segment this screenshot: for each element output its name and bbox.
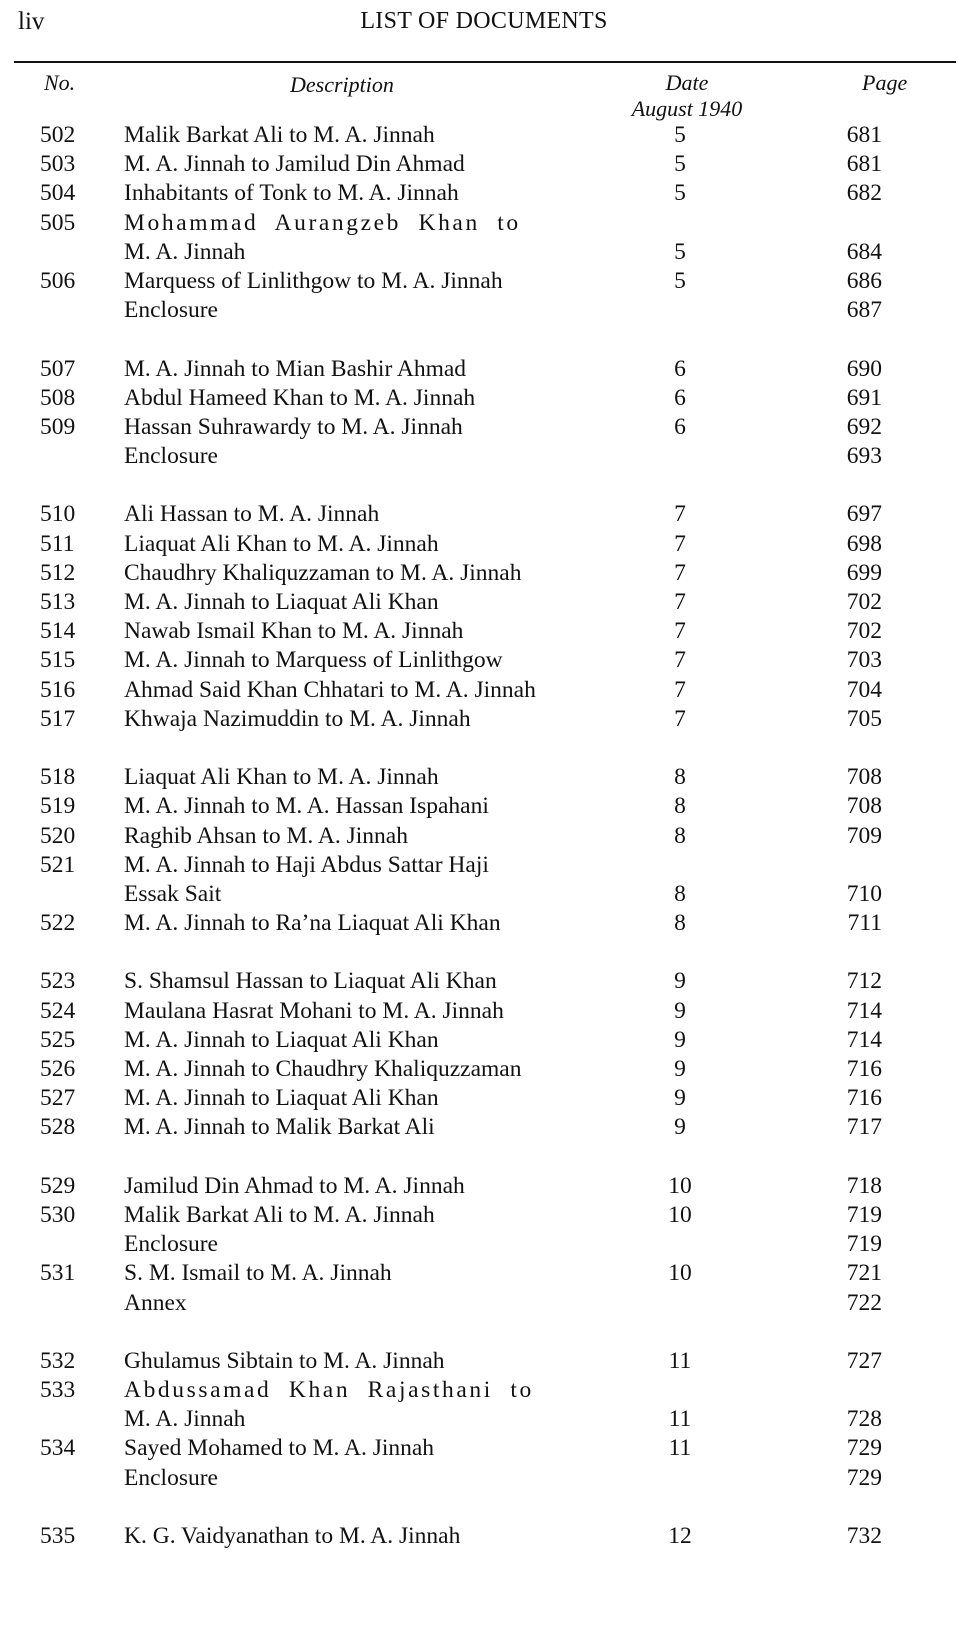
table-row [0, 763, 968, 792]
table-row [0, 413, 968, 442]
row-page: 722 [846, 1289, 882, 1316]
row-description: Maulana Hasrat Mohani to M. A. Jinnah [124, 997, 504, 1024]
table-row [0, 442, 968, 471]
row-page: 686 [846, 267, 882, 294]
table-row [0, 734, 968, 763]
table-row [0, 1405, 968, 1434]
table-row [0, 1434, 968, 1463]
row-description: M. A. Jinnah [124, 1406, 246, 1433]
row-number: 516 [40, 676, 76, 703]
row-page: 691 [846, 384, 882, 411]
column-header-no: No. [44, 70, 76, 95]
table-row [0, 150, 968, 179]
row-page: 681 [846, 151, 882, 178]
row-description: Raghib Ahsan to M. A. Jinnah [124, 822, 408, 849]
table-row [0, 471, 968, 500]
table-row [0, 1259, 968, 1288]
row-number: 531 [40, 1260, 76, 1287]
table-row [0, 384, 968, 413]
row-number: 508 [40, 384, 76, 411]
row-description: M. A. Jinnah to M. A. Hassan Ispahani [124, 793, 489, 820]
row-page: 708 [846, 764, 882, 791]
table-row [0, 1055, 968, 1084]
row-number: 505 [40, 209, 76, 236]
row-description: Enclosure [124, 297, 218, 324]
row-page: 716 [846, 1056, 882, 1082]
row-description: Malik Barkat Ali to M. A. Jinnah [124, 122, 435, 148]
column-header-date [612, 70, 762, 122]
row-date: 7 [674, 705, 686, 732]
table-row [0, 1493, 968, 1522]
row-description: Liaquat Ali Khan to M. A. Jinnah [124, 530, 439, 557]
row-date: 5 [674, 267, 686, 294]
column-header-page: Page [862, 70, 908, 95]
row-description: Marquess of Linlithgow to M. A. Jinnah [124, 267, 503, 294]
row-description: M. A. Jinnah to Chaudhry Khaliquzzaman [124, 1056, 522, 1082]
row-date: 7 [674, 618, 686, 645]
row-description: Enclosure [124, 1464, 218, 1491]
row-date: 7 [674, 559, 686, 586]
table-row [0, 997, 968, 1026]
row-date: 7 [674, 530, 686, 557]
row-description: M. A. Jinnah to Liaquat Ali Khan [124, 589, 439, 615]
row-number: 524 [40, 997, 76, 1024]
row-page: 690 [846, 355, 882, 382]
row-page: 709 [846, 822, 882, 849]
row-number: 528 [40, 1114, 76, 1141]
row-date: 10 [668, 1172, 692, 1199]
row-date: 7 [674, 589, 686, 615]
row-number: 503 [40, 151, 76, 178]
table-row [0, 1347, 968, 1376]
row-page: 711 [847, 910, 882, 937]
table-row [0, 1172, 968, 1201]
table-row [0, 851, 968, 880]
row-page: 729 [846, 1464, 882, 1491]
table-row [0, 530, 968, 559]
column-header-date-label: Date [665, 70, 709, 95]
row-page: 693 [846, 443, 882, 470]
row-description: M. A. Jinnah to Marquess of Linlithgow [124, 647, 503, 674]
row-page: 703 [846, 647, 882, 674]
row-page: 698 [846, 530, 882, 557]
row-date: 9 [674, 1056, 686, 1082]
row-date: 9 [674, 1085, 686, 1112]
row-date: 7 [674, 647, 686, 674]
table-row [0, 1026, 968, 1055]
row-description: Malik Barkat Ali to M. A. Jinnah [124, 1201, 435, 1228]
row-description: Khwaja Nazimuddin to M. A. Jinnah [124, 705, 471, 732]
row-page: 718 [846, 1172, 882, 1199]
table-row [0, 267, 968, 296]
row-description: S. M. Ismail to M. A. Jinnah [124, 1260, 392, 1287]
row-description: Annex [124, 1289, 187, 1316]
row-number: 511 [40, 530, 75, 557]
row-description: Essak Sait [124, 880, 222, 907]
document-list [0, 121, 968, 1551]
row-date: 8 [674, 880, 686, 907]
table-row [0, 705, 968, 734]
table-row [0, 880, 968, 909]
table-row [0, 559, 968, 588]
column-header-date-month: August 1940 [631, 96, 743, 121]
row-page: 687 [846, 297, 882, 324]
row-number: 532 [40, 1347, 76, 1374]
row-number: 517 [40, 705, 76, 732]
column-header-description: Description [290, 72, 394, 97]
row-number: 533 [40, 1377, 76, 1404]
row-page: 728 [846, 1406, 882, 1433]
row-number: 527 [40, 1085, 76, 1112]
row-number: 519 [40, 793, 76, 820]
row-date: 8 [674, 764, 686, 791]
row-number: 518 [40, 764, 76, 791]
row-description: Sayed Mohamed to M. A. Jinnah [124, 1435, 435, 1462]
table-row [0, 676, 968, 705]
row-description: M. A. Jinnah to Jamilud Din Ahmad [124, 151, 465, 178]
table-row [0, 1522, 968, 1551]
table-row [0, 588, 968, 617]
row-page: 692 [846, 413, 882, 440]
table-row [0, 1376, 968, 1405]
row-description: Abdussamad Khan Rajasthani to [124, 1377, 534, 1404]
row-date: 11 [668, 1406, 692, 1433]
row-page: 681 [846, 122, 882, 148]
row-description: Ali Hassan to M. A. Jinnah [124, 501, 380, 528]
row-date: 8 [674, 822, 686, 849]
table-row [0, 617, 968, 646]
row-number: 520 [40, 822, 76, 849]
row-description: M. A. Jinnah to Haji Abdus Sattar Haji [124, 851, 489, 878]
row-number: 521 [40, 851, 76, 878]
table-row [0, 355, 968, 384]
row-description: M. A. Jinnah to Mian Bashir Ahmad [124, 355, 467, 382]
row-date: 5 [674, 238, 686, 265]
row-page: 708 [846, 793, 882, 820]
row-page: 719 [846, 1231, 882, 1258]
page-title: LIST OF DOCUMENTS [360, 8, 608, 34]
row-number: 513 [40, 589, 76, 615]
row-number: 526 [40, 1056, 76, 1082]
row-description: S. Shamsul Hassan to Liaquat Ali Khan [124, 968, 497, 995]
table-row [0, 822, 968, 851]
row-description: K. G. Vaidyanathan to M. A. Jinnah [124, 1523, 461, 1549]
row-page: 710 [846, 880, 882, 907]
row-page: 721 [846, 1260, 882, 1287]
row-number: 534 [40, 1435, 76, 1462]
row-date: 6 [674, 355, 686, 382]
row-description: Inhabitants of Tonk to M. A. Jinnah [124, 180, 459, 207]
table-row [0, 646, 968, 675]
row-page: 727 [846, 1347, 882, 1374]
row-date: 11 [668, 1347, 692, 1374]
row-description: M. A. Jinnah to Liaquat Ali Khan [124, 1026, 439, 1053]
row-page: 682 [846, 180, 882, 207]
row-description: M. A. Jinnah to Ra’na Liaquat Ali Khan [124, 910, 501, 937]
row-description: Enclosure [124, 443, 218, 470]
row-description: Ahmad Said Khan Chhatari to M. A. Jinnah [124, 676, 536, 703]
table-row [0, 296, 968, 325]
row-number: 522 [40, 910, 76, 937]
row-number: 530 [40, 1201, 76, 1228]
header-rule [14, 61, 956, 63]
row-page: 704 [846, 676, 882, 703]
row-number: 529 [40, 1172, 76, 1199]
row-date: 6 [674, 384, 686, 411]
row-date: 8 [674, 793, 686, 820]
row-page: 714 [846, 1026, 882, 1053]
row-page: 729 [846, 1435, 882, 1462]
table-row [0, 792, 968, 821]
table-row [0, 909, 968, 938]
row-page: 716 [846, 1085, 882, 1112]
row-date: 8 [674, 910, 686, 937]
row-description: M. A. Jinnah to Liaquat Ali Khan [124, 1085, 439, 1112]
row-number: 510 [40, 501, 76, 528]
row-date: 10 [668, 1201, 692, 1228]
table-row [0, 1289, 968, 1318]
row-date: 7 [674, 501, 686, 528]
table-row [0, 500, 968, 529]
table-row [0, 967, 968, 996]
row-page: 705 [846, 705, 882, 732]
row-date: 9 [674, 1026, 686, 1053]
row-description: Mohammad Aurangzeb Khan to [124, 209, 521, 236]
row-number: 504 [40, 180, 76, 207]
row-date: 10 [668, 1260, 692, 1287]
table-row [0, 1084, 968, 1113]
row-number: 523 [40, 968, 76, 995]
row-description: Abdul Hameed Khan to M. A. Jinnah [124, 384, 476, 411]
row-number: 509 [40, 413, 76, 440]
table-row [0, 1464, 968, 1493]
table-row [0, 179, 968, 208]
row-date: 5 [674, 151, 686, 178]
row-page: 712 [846, 968, 882, 995]
row-description: Chaudhry Khaliquzzaman to M. A. Jinnah [124, 559, 522, 586]
row-page: 697 [846, 501, 882, 528]
row-date: 6 [674, 413, 686, 440]
row-description: Nawab Ismail Khan to M. A. Jinnah [124, 618, 464, 645]
table-row [0, 1230, 968, 1259]
row-date: 9 [674, 968, 686, 995]
row-description: Ghulamus Sibtain to M. A. Jinnah [124, 1347, 445, 1374]
table-row [0, 238, 968, 267]
row-number: 514 [40, 618, 76, 645]
row-page: 702 [846, 589, 882, 615]
row-date: 5 [674, 180, 686, 207]
row-number: 535 [40, 1523, 76, 1549]
row-page: 732 [846, 1523, 882, 1549]
row-number: 515 [40, 647, 76, 674]
row-description: M. A. Jinnah to Malik Barkat Ali [124, 1114, 435, 1141]
row-description: M. A. Jinnah [124, 238, 246, 265]
table-row [0, 1318, 968, 1347]
row-number: 512 [40, 559, 76, 586]
table-row [0, 1113, 968, 1142]
row-date: 11 [668, 1435, 692, 1462]
row-page: 702 [846, 618, 882, 645]
row-number: 502 [40, 122, 76, 148]
table-row [0, 1201, 968, 1230]
row-date: 9 [674, 997, 686, 1024]
row-description: Jamilud Din Ahmad to M. A. Jinnah [124, 1172, 465, 1199]
row-date: 5 [674, 122, 686, 148]
row-number: 507 [40, 355, 76, 382]
row-page: 719 [846, 1201, 882, 1228]
row-page: 717 [846, 1114, 882, 1141]
page-number: liv [18, 8, 45, 35]
table-row [0, 938, 968, 967]
row-number: 506 [40, 267, 76, 294]
row-page: 684 [846, 238, 882, 265]
table-row [0, 325, 968, 354]
table-row [0, 209, 968, 238]
row-date: 12 [668, 1523, 692, 1549]
row-description: Enclosure [124, 1231, 218, 1258]
row-page: 714 [846, 997, 882, 1024]
row-number: 525 [40, 1026, 76, 1053]
row-date: 7 [674, 676, 686, 703]
row-date: 9 [674, 1114, 686, 1141]
row-description: Liaquat Ali Khan to M. A. Jinnah [124, 764, 439, 791]
table-row [0, 121, 968, 150]
table-row [0, 1143, 968, 1172]
row-description: Hassan Suhrawardy to M. A. Jinnah [124, 413, 463, 440]
row-page: 699 [846, 559, 882, 586]
